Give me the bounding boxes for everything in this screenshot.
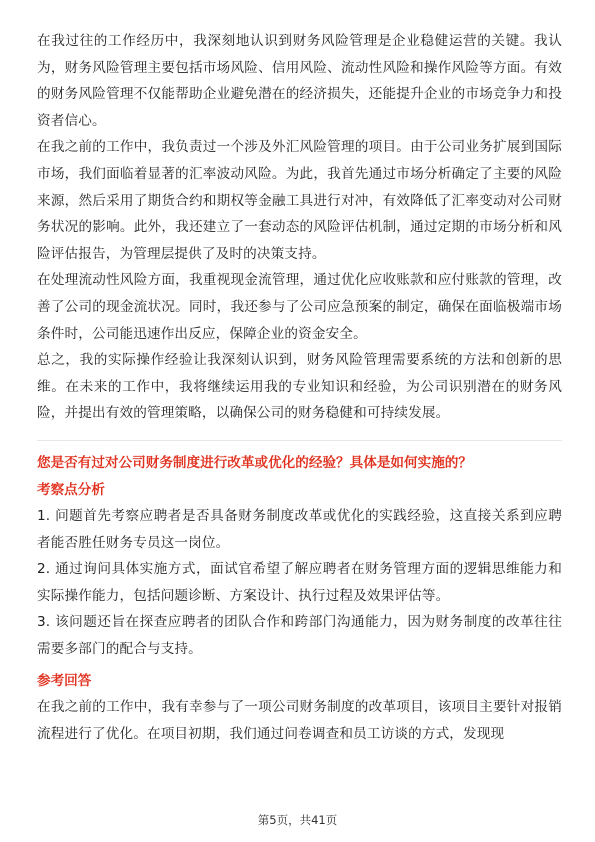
answer-heading: 参考回答 [37,673,92,690]
paragraph: 在我之前的工作中，我负责过一个涉及外汇风险管理的项目。由于公司业务扩展到国际市场，我们面临着显著的汇率波动风险。为此，我首先通过市场分析确定了主要的风险来源，然后采用了期货合约和期权等金融工具进行对冲，有效降低了汇率变动对公司财务状况的影响。此外，我还建立了一套动态的风险评估机制，通过定期的市场分析和风险评估报告，为管理层提供了及时的决策支持。 [37,139,562,262]
paragraph: 总之，我的实际操作经验让我深刻认识到，财务风险管理需要系统的方法和创新的思维。在未来的工作中，我将继续运用我的专业知识和经验，为公司识别潜在的财务风险，并提出有效的管理策略，以确保公司的财务稳健和可持续发展。 [37,352,562,422]
paragraph: 在处理流动性风险方面，我重视现金流管理，通过优化应收账款和应付账款的管理，改善了公司的现金流状况。同时，我还参与了公司应急预案的制定，确保在面临极端市场条件时，公司能迅速作出反应，保障企业的资金安全。 [37,272,562,342]
analysis-point: 1. 问题首先考察应聘者是否具备财务制度改革或优化的实践经验，这直接关系到应聘者能否胜任财务专员这一岗位。 [37,507,562,551]
page-number: 第5页，共41页 [257,813,338,827]
paragraph: 在我过往的工作经历中，我深刻地认识到财务风险管理是企业稳健运营的关键。我认为，财务风险管理主要包括市场风险、信用风险、流动性风险和操作风险等方面。有效的财务风险管理不仅能帮助企业避免潜在的经济损失，还能提升企业的市场竞争力和投资者信心。 [37,33,562,129]
analysis-point: 2. 通过询问具体实施方式，面试官希望了解应聘者在财务管理方面的逻辑思维能力和实际操作能力，包括问题诊断、方案设计、执行过程及效果评估等。 [37,561,562,604]
analysis-points [37,503,562,663]
answer-paragraph: 在我之前的工作中，我有幸参与了一项公司财务制度的改革项目，该项目主要针对报销流程进行了优化。在项目初期，我们通过问卷调查和员工访谈的方式，发现现 [37,699,562,743]
section-divider [37,440,562,441]
interview-question: 您是否有过对公司财务制度进行改革或优化的经验？具体是如何实施的？ [37,454,472,471]
analysis-heading: 考察点分析 [37,481,105,498]
page-content [37,28,562,748]
analysis-point: 3. 该问题还旨在探查应聘者的团队合作和跨部门沟通能力，因为财务制度的改革往往需要多部门的配合与支持。 [37,614,562,657]
answer-body-previous [37,28,562,427]
